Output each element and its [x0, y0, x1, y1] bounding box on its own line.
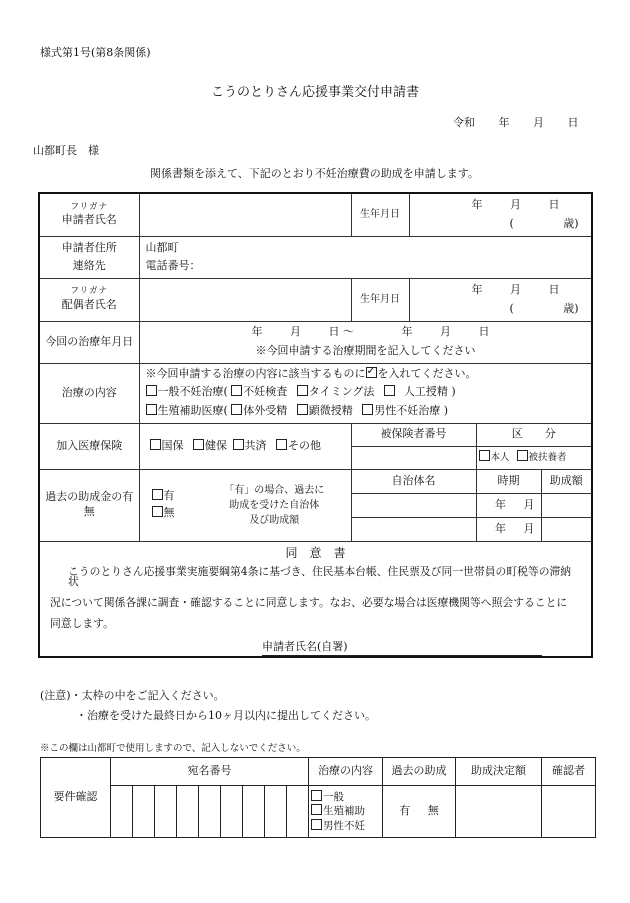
- month-label: 月: [523, 497, 535, 511]
- insured-number-field[interactable]: [351, 446, 476, 469]
- address-value: 山都町: [145, 240, 179, 254]
- applicant-birth-label: 生年月日: [351, 193, 409, 236]
- icsi-label: 顕微授精: [308, 403, 353, 417]
- instruction-text-end: を入れてください。: [377, 367, 477, 381]
- end-year: 年: [401, 325, 413, 339]
- year-label: 年: [495, 521, 506, 535]
- address-label-cell: [39, 236, 139, 278]
- end-day: 日: [478, 325, 490, 339]
- general-treatment-line: [146, 385, 592, 400]
- amount-field[interactable]: [541, 517, 592, 541]
- treatment-header: 治療の内容: [309, 758, 383, 786]
- consent-line: こうのとりさん応援事業実施要綱第4条に基づき、住民基本台帳、住民票及び同一世帯員の町税等の滞納状: [68, 564, 572, 589]
- no-checkbox[interactable]: [152, 506, 163, 517]
- insured-number-label: 被保険者番号: [351, 423, 476, 446]
- treatment-period-field[interactable]: [139, 321, 592, 363]
- infertility-test-checkbox[interactable]: [231, 385, 242, 396]
- ivf-label: 体外受精: [243, 403, 288, 417]
- office-male-label: 男性不妊: [323, 819, 365, 832]
- infertility-test-label: 不妊検査: [243, 385, 288, 399]
- consent-title: 同 意 書: [285, 545, 346, 560]
- office-use-table: [40, 757, 596, 838]
- address-field[interactable]: [139, 236, 592, 278]
- applicant-name-row: [39, 193, 592, 236]
- yes-checkbox[interactable]: [152, 489, 163, 500]
- address-digit-cell[interactable]: [221, 786, 243, 838]
- year-label: 年: [498, 116, 510, 129]
- year-label: 年: [471, 197, 483, 211]
- address-digit-cell[interactable]: [155, 786, 177, 838]
- municipality-header: 自治体名: [351, 469, 476, 493]
- era-label: 令和: [453, 116, 475, 129]
- kenpo-checkbox[interactable]: [193, 439, 204, 450]
- office-general-checkbox[interactable]: [311, 790, 322, 801]
- insurance-row: [39, 423, 592, 446]
- close-paren: ): [451, 385, 456, 399]
- office-header-row: [41, 758, 596, 786]
- male-infertility-checkbox[interactable]: [362, 404, 373, 415]
- past-subsidy-row: [39, 469, 592, 493]
- category-label: 区 分: [476, 423, 592, 446]
- furigana-label: フリガナ: [70, 286, 109, 297]
- day-label: 日: [567, 116, 579, 129]
- kenpo-label: 健保: [205, 438, 227, 452]
- treatment-content-label: 治療の内容: [39, 363, 139, 423]
- office-value-row: [41, 786, 596, 838]
- contact-label: 連絡先: [72, 258, 106, 272]
- age-unit: 歳): [563, 216, 579, 230]
- start-day: 日 〜: [328, 325, 354, 339]
- no-label: 無: [163, 506, 175, 519]
- requirement-check-label: 要件確認: [41, 758, 111, 838]
- month-label: 月: [510, 197, 521, 211]
- spouse-birth-field[interactable]: [409, 278, 592, 321]
- office-note: ※この欄は山都町で使用しますので、記入しないでください。: [40, 743, 306, 754]
- assisted-reproduction-label: 生殖補助医療(: [157, 403, 228, 417]
- checkmark-box-icon: [366, 367, 377, 378]
- treatment-content-row: [39, 363, 592, 423]
- month-label: 月: [523, 521, 535, 535]
- icsi-checkbox[interactable]: [297, 404, 308, 415]
- applicant-address-row: [39, 236, 592, 278]
- furigana-label: フリガナ: [70, 201, 109, 212]
- kyosai-checkbox[interactable]: [233, 439, 244, 450]
- form-number: 様式第1号(第8条関係): [40, 46, 151, 59]
- spouse-name-label: 配偶者氏名: [61, 297, 117, 311]
- address-digit-cell[interactable]: [287, 786, 309, 838]
- period-header: 時期: [476, 469, 541, 493]
- period-field[interactable]: [476, 493, 541, 517]
- close-paren: ): [443, 403, 449, 417]
- applicant-name-label: 申請者氏名: [61, 213, 117, 227]
- treatment-period-label: 今回の治療年月日: [39, 321, 139, 363]
- end-month: 月: [440, 325, 451, 339]
- month-label: 月: [510, 282, 521, 296]
- start-month: 月: [290, 325, 301, 339]
- other-insurance-checkbox[interactable]: [276, 439, 287, 450]
- note-line: 助成を受けた自治体: [229, 499, 320, 511]
- phone-label: 電話番号：: [145, 258, 201, 272]
- past-subsidy-options: [139, 469, 198, 541]
- yes-label: 有: [163, 489, 175, 503]
- self-checkbox[interactable]: [479, 450, 490, 461]
- amount-field[interactable]: [541, 493, 592, 517]
- spouse-name-row: [39, 278, 592, 321]
- past-subsidy-note: [198, 469, 351, 541]
- office-treatment-options: [309, 786, 383, 838]
- applicant-name-label-cell: [39, 193, 139, 236]
- general-treatment-label: 一般不妊治療(: [157, 385, 228, 399]
- office-past-values[interactable]: [383, 786, 456, 838]
- note-2: ・治療を受けた最終日から10ヶ月以内に提出してください。: [76, 709, 376, 722]
- timing-method-checkbox[interactable]: [297, 385, 308, 396]
- kokuho-label: 国保: [161, 438, 184, 452]
- note-line: 及び助成額: [249, 514, 300, 526]
- category-options: [476, 446, 592, 469]
- address-digit-cell[interactable]: [265, 786, 287, 838]
- artificial-insemination-label: 人工授精: [403, 385, 448, 399]
- past-subsidy-label: 過去の助成金の有無: [39, 469, 139, 541]
- year-label: 年: [471, 282, 483, 296]
- period-field[interactable]: [476, 517, 541, 541]
- instruction-text: ※今回申請する治療の内容に該当するものに: [145, 367, 366, 381]
- kyosai-label: 共済: [244, 438, 267, 452]
- dependent-label: 被扶養者: [528, 452, 567, 464]
- other-insurance-label: その他: [288, 438, 321, 452]
- spouse-name-field[interactable]: [139, 278, 351, 321]
- office-assisted-label: 生殖補助: [323, 805, 365, 818]
- address-number-header: 宛名番号: [111, 758, 309, 786]
- decision-amount-field[interactable]: [456, 786, 542, 838]
- start-year: 年: [251, 325, 263, 339]
- treatment-period-note: ※今回申請する治療期間を記入してください: [255, 344, 476, 357]
- municipality-field[interactable]: [351, 517, 476, 541]
- timing-method-label: タイミング法: [308, 385, 375, 399]
- treatment-period-row: [39, 321, 592, 363]
- self-label: 本人: [490, 452, 510, 464]
- address-digit-cell[interactable]: [243, 786, 265, 838]
- office-yes: 有: [399, 804, 411, 818]
- consent-row: [39, 541, 592, 657]
- artificial-insemination-checkbox[interactable]: [384, 385, 395, 396]
- consent-section: [39, 541, 592, 657]
- treatment-instruction: [146, 367, 592, 382]
- kokuho-checkbox[interactable]: [150, 439, 161, 450]
- age-open: (: [509, 216, 514, 230]
- amount-header: 助成額: [541, 469, 592, 493]
- day-label: 日: [548, 197, 560, 211]
- assisted-reproduction-line: [146, 404, 592, 419]
- decision-amount-header: 助成決定額: [456, 758, 542, 786]
- spouse-birth-label: 生年月日: [351, 278, 409, 321]
- municipality-field[interactable]: [351, 493, 476, 517]
- applicant-name-field[interactable]: [139, 193, 351, 236]
- general-treatment-checkbox[interactable]: [146, 385, 157, 396]
- past-subsidy-header: 過去の助成: [383, 758, 456, 786]
- signature-line[interactable]: [50, 640, 581, 656]
- consent-line: 況について関係各課に調査・確認することに同意します。なお、必要な場合は医療機関等へ照会することに: [50, 596, 568, 610]
- insurance-options: [139, 423, 351, 469]
- checker-header: 確認者: [542, 758, 596, 786]
- office-general-label: 一般: [323, 791, 344, 804]
- assisted-reproduction-checkbox[interactable]: [146, 404, 157, 415]
- signature-label: 申請者氏名(自署): [262, 640, 542, 656]
- ivf-checkbox[interactable]: [231, 404, 242, 415]
- day-label: 日: [548, 282, 560, 296]
- addressee: 山都町長 様: [33, 144, 99, 157]
- office-no: 無: [427, 804, 439, 818]
- address-label: 申請者住所: [61, 240, 117, 254]
- address-digit-cell[interactable]: [177, 786, 199, 838]
- intro-text: 関係書類を添えて、下記のとおり不妊治療費の助成を申請します。: [150, 167, 479, 180]
- note-line: 「有」の場合、過去に: [224, 484, 325, 496]
- date-line: [453, 114, 579, 130]
- page-title: こうのとりさん応援事業交付申請書: [210, 85, 419, 100]
- month-label: 月: [533, 116, 544, 129]
- male-infertility-label: 男性不妊治療: [374, 403, 441, 417]
- applicant-birth-field[interactable]: [409, 193, 592, 236]
- age-open: (: [509, 301, 514, 315]
- address-digit-cell[interactable]: [111, 786, 133, 838]
- year-label: 年: [495, 497, 506, 511]
- age-unit: 歳): [563, 301, 579, 315]
- office-male-checkbox[interactable]: [311, 819, 322, 830]
- insurance-label: 加入医療保険: [39, 423, 139, 469]
- dependent-checkbox[interactable]: [517, 450, 528, 461]
- treatment-content-field: [139, 363, 592, 423]
- note-1: (注意)・太枠の中をご記入ください。: [40, 689, 225, 702]
- office-assisted-checkbox[interactable]: [311, 804, 322, 815]
- address-digit-cell[interactable]: [199, 786, 221, 838]
- spouse-name-label-cell: [39, 278, 139, 321]
- application-table: [38, 192, 593, 658]
- checker-field[interactable]: [542, 786, 596, 838]
- address-digit-cell[interactable]: [133, 786, 155, 838]
- consent-line: 同意します。: [50, 617, 114, 631]
